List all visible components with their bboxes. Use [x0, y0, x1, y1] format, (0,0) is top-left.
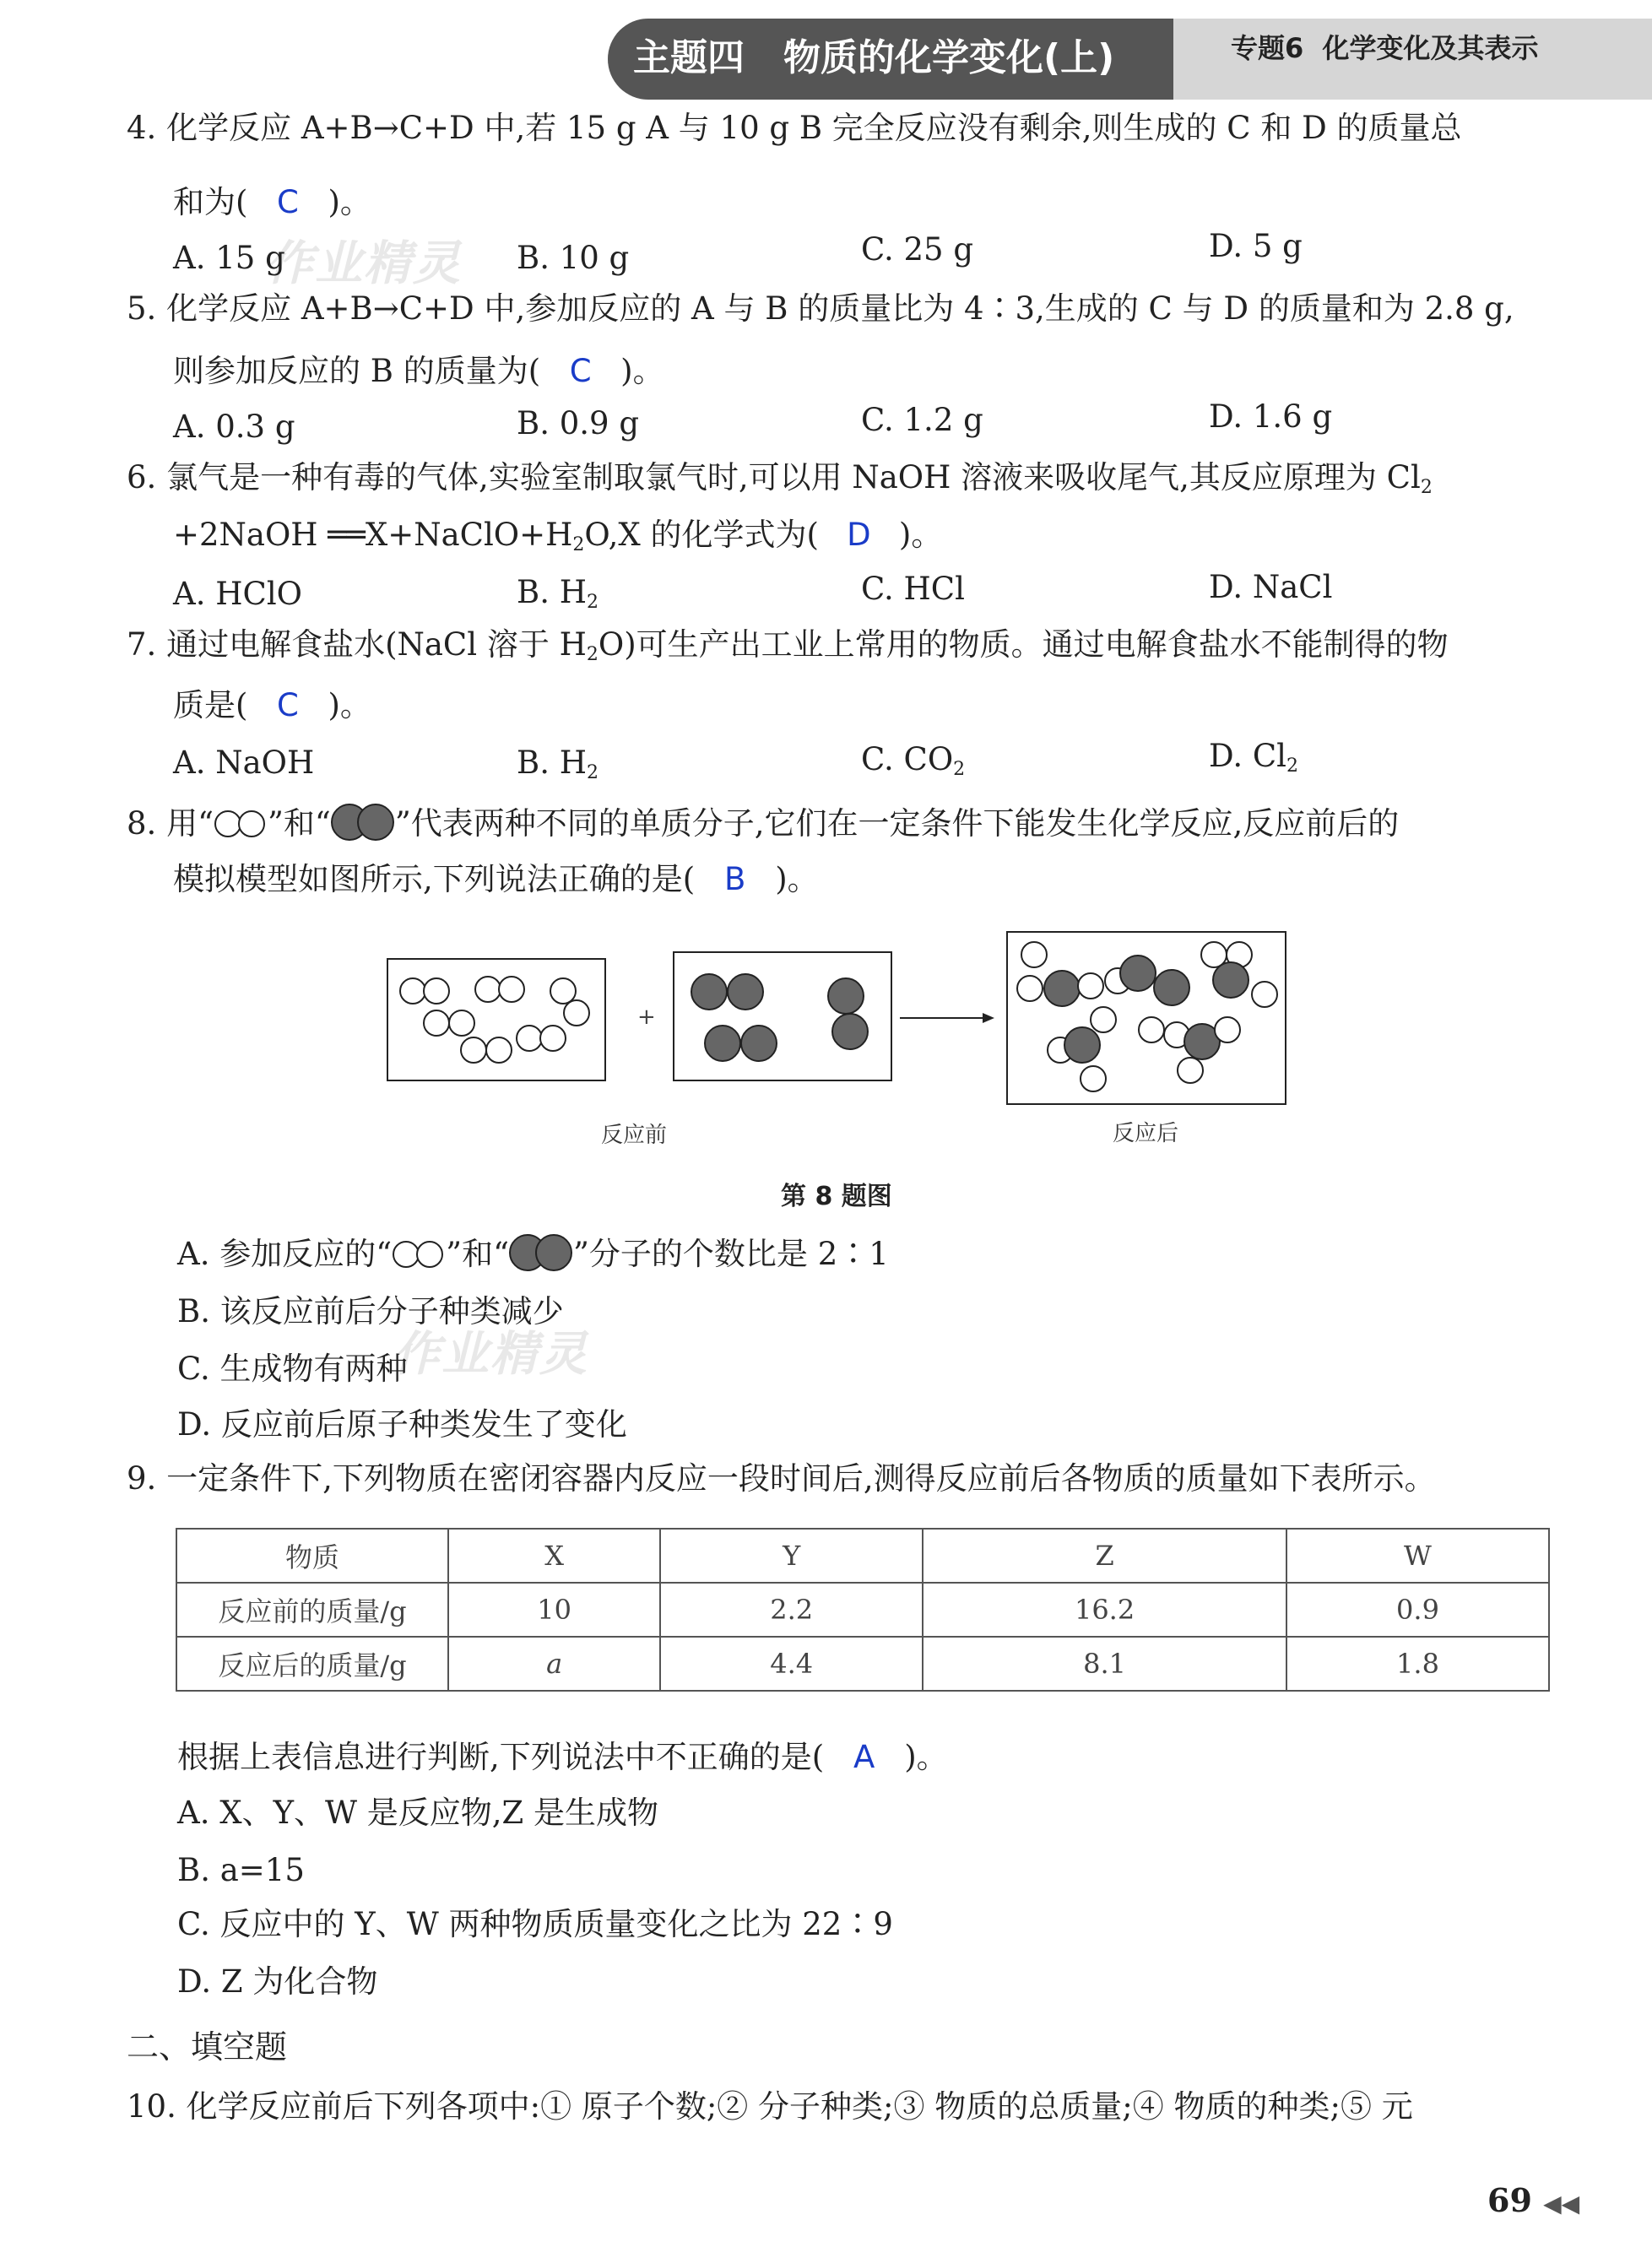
question-5-stem-end: 则参加反应的 B 的质量为( C )。: [173, 351, 664, 392]
watermark: 作业精灵: [393, 1327, 588, 1382]
question-10-text: 10. 化学反应前后下列各项中:① 原子个数;② 分子种类;③ 物质的总质量;④ 物质的种类;⑤ 元: [127, 2088, 1413, 2125]
answer: B: [724, 861, 746, 897]
table-cell: a: [448, 1637, 660, 1691]
question-8-text: 8. 用“ ”和“ ”代表两种不同的单质分子,它们在一定条件下能发生化学反应,反应前后的: [127, 802, 1399, 844]
question-4-text: 4. 化学反应 A+B→C+D 中,若 15 g A 与 10 g B 完全反应没有剩余,则生成的 C 和 D 的质量总: [127, 110, 1462, 146]
table-cell: 1.8: [1286, 1637, 1549, 1691]
option: C. 反应中的 Y、W 两种物质质量变化之比为 22∶9: [177, 1906, 893, 1942]
option: B. 10 g: [517, 240, 630, 276]
table-cell: 8.1: [923, 1637, 1286, 1691]
option: A. 参加反应的“ ”和“ ”分子的个数比是 2∶1: [177, 1232, 889, 1275]
table-cell: 反应后的质量/g: [176, 1637, 448, 1691]
white-molecule-icon: [214, 809, 268, 839]
white-molecule-icon: [392, 1239, 446, 1270]
answer: D: [847, 517, 871, 553]
table-cell: Z: [923, 1529, 1286, 1583]
answer: C: [569, 353, 592, 389]
table-cell: 0.9: [1286, 1583, 1549, 1637]
table-cell: 4.4: [660, 1637, 923, 1691]
table-header-row: [176, 1529, 1549, 1583]
mass-table: [176, 1528, 1550, 1692]
reaction-arrow-head: [983, 1013, 994, 1023]
table-cell: 16.2: [923, 1583, 1286, 1637]
question-8-stem-end: 模拟模型如图所示,下列说法正确的是( B )。: [173, 859, 819, 900]
question-9-prompt: 根据上表信息进行判断,下列说法中不正确的是( A )。: [177, 1737, 948, 1778]
option: D. 1.6 g: [1209, 398, 1333, 435]
option: A. HClO: [173, 576, 302, 612]
table-cell: 2.2: [660, 1583, 923, 1637]
caption-after: 反应后: [1113, 1121, 1179, 1146]
option: C. 25 g: [861, 231, 974, 268]
option: C. 1.2 g: [861, 402, 983, 438]
question-4-stem-end: 和为( C )。: [173, 182, 371, 223]
table-cell: 10: [448, 1583, 660, 1637]
topic-subtitle: 专题6 化学变化及其表示: [1231, 32, 1539, 64]
figure-8-after: [895, 925, 1300, 1111]
option: B. a=15: [177, 1852, 305, 1888]
answer: C: [277, 184, 299, 220]
option: B. $H_2$: [517, 574, 599, 613]
page-number: 69 ◀◀: [1487, 2181, 1580, 2219]
gray-molecule-icon: [509, 1232, 573, 1273]
table-cell: 反应前的质量/g: [176, 1583, 448, 1637]
option: A. 15 g: [173, 240, 285, 276]
option: D. $Cl_2$: [1209, 738, 1299, 777]
page-arrow-icon: ◀◀: [1543, 2190, 1580, 2217]
option: C. $CO_2$: [861, 741, 966, 780]
table-row: [176, 1583, 1549, 1637]
option: B. 0.9 g: [517, 405, 640, 441]
section-title: 二、填空题: [127, 2028, 288, 2066]
table-cell: Y: [660, 1529, 923, 1583]
option: B. $H_2$: [517, 745, 599, 783]
option: C. 生成物有两种: [177, 1351, 408, 1387]
option: B. 该反应前后分子种类减少: [177, 1293, 564, 1329]
question-5-text: 5. 化学反应 A+B→C+D 中,参加反应的 A 与 B 的质量比为 4∶3,生成的 C 与 D 的质量和为 2.8 g,: [127, 290, 1514, 327]
option: D. Z 为化合物: [177, 1963, 378, 2000]
option: A. NaOH: [173, 745, 315, 781]
question-6-stem-end: +2NaOH $══X+NaClO+H_2O,X$ 的化学式为( D )。: [173, 517, 943, 555]
question-7-text: 7. 通过电解食盐水(NaCl 溶于 $H_2O$)可生产出工业上常用的物质。通过电解食盐水不能制得的物: [127, 626, 1449, 665]
caption-before: 反应前: [601, 1123, 668, 1148]
option: A. 0.3 g: [173, 409, 295, 445]
option: D. 5 g: [1209, 228, 1303, 264]
option: A. X、Y、W 是反应物,Z 是生成物: [177, 1795, 659, 1831]
question-9-text: 9. 一定条件下,下列物质在密闭容器内反应一段时间后,测得反应前后各物质的质量如下表所示。: [127, 1460, 1436, 1497]
gray-molecule-icon: [331, 802, 395, 842]
answer: A: [853, 1739, 875, 1775]
table-cell: X: [448, 1529, 660, 1583]
table-cell: W: [1286, 1529, 1549, 1583]
chapter-title: 主题四 物质的化学变化(上): [633, 36, 1115, 79]
table-row: [176, 1637, 1549, 1691]
watermark: 作业精灵: [266, 236, 462, 291]
question-7-stem-end: 质是( C )。: [173, 685, 371, 726]
plus-sign: +: [637, 1004, 656, 1030]
answer: C: [277, 687, 299, 723]
question-6-text: 6. 氯气是一种有毒的气体,实验室制取氯气时,可以用 NaOH 溶液来吸收尾气,其反应原理为 $Cl_2$: [127, 459, 1433, 498]
option: D. 反应前后原子种类发生了变化: [177, 1406, 627, 1443]
table-cell: 物质: [176, 1529, 448, 1583]
option: C. HCl: [861, 571, 965, 607]
figure-title: 第 8 题图: [781, 1182, 892, 1211]
option: D. NaCl: [1209, 569, 1333, 605]
